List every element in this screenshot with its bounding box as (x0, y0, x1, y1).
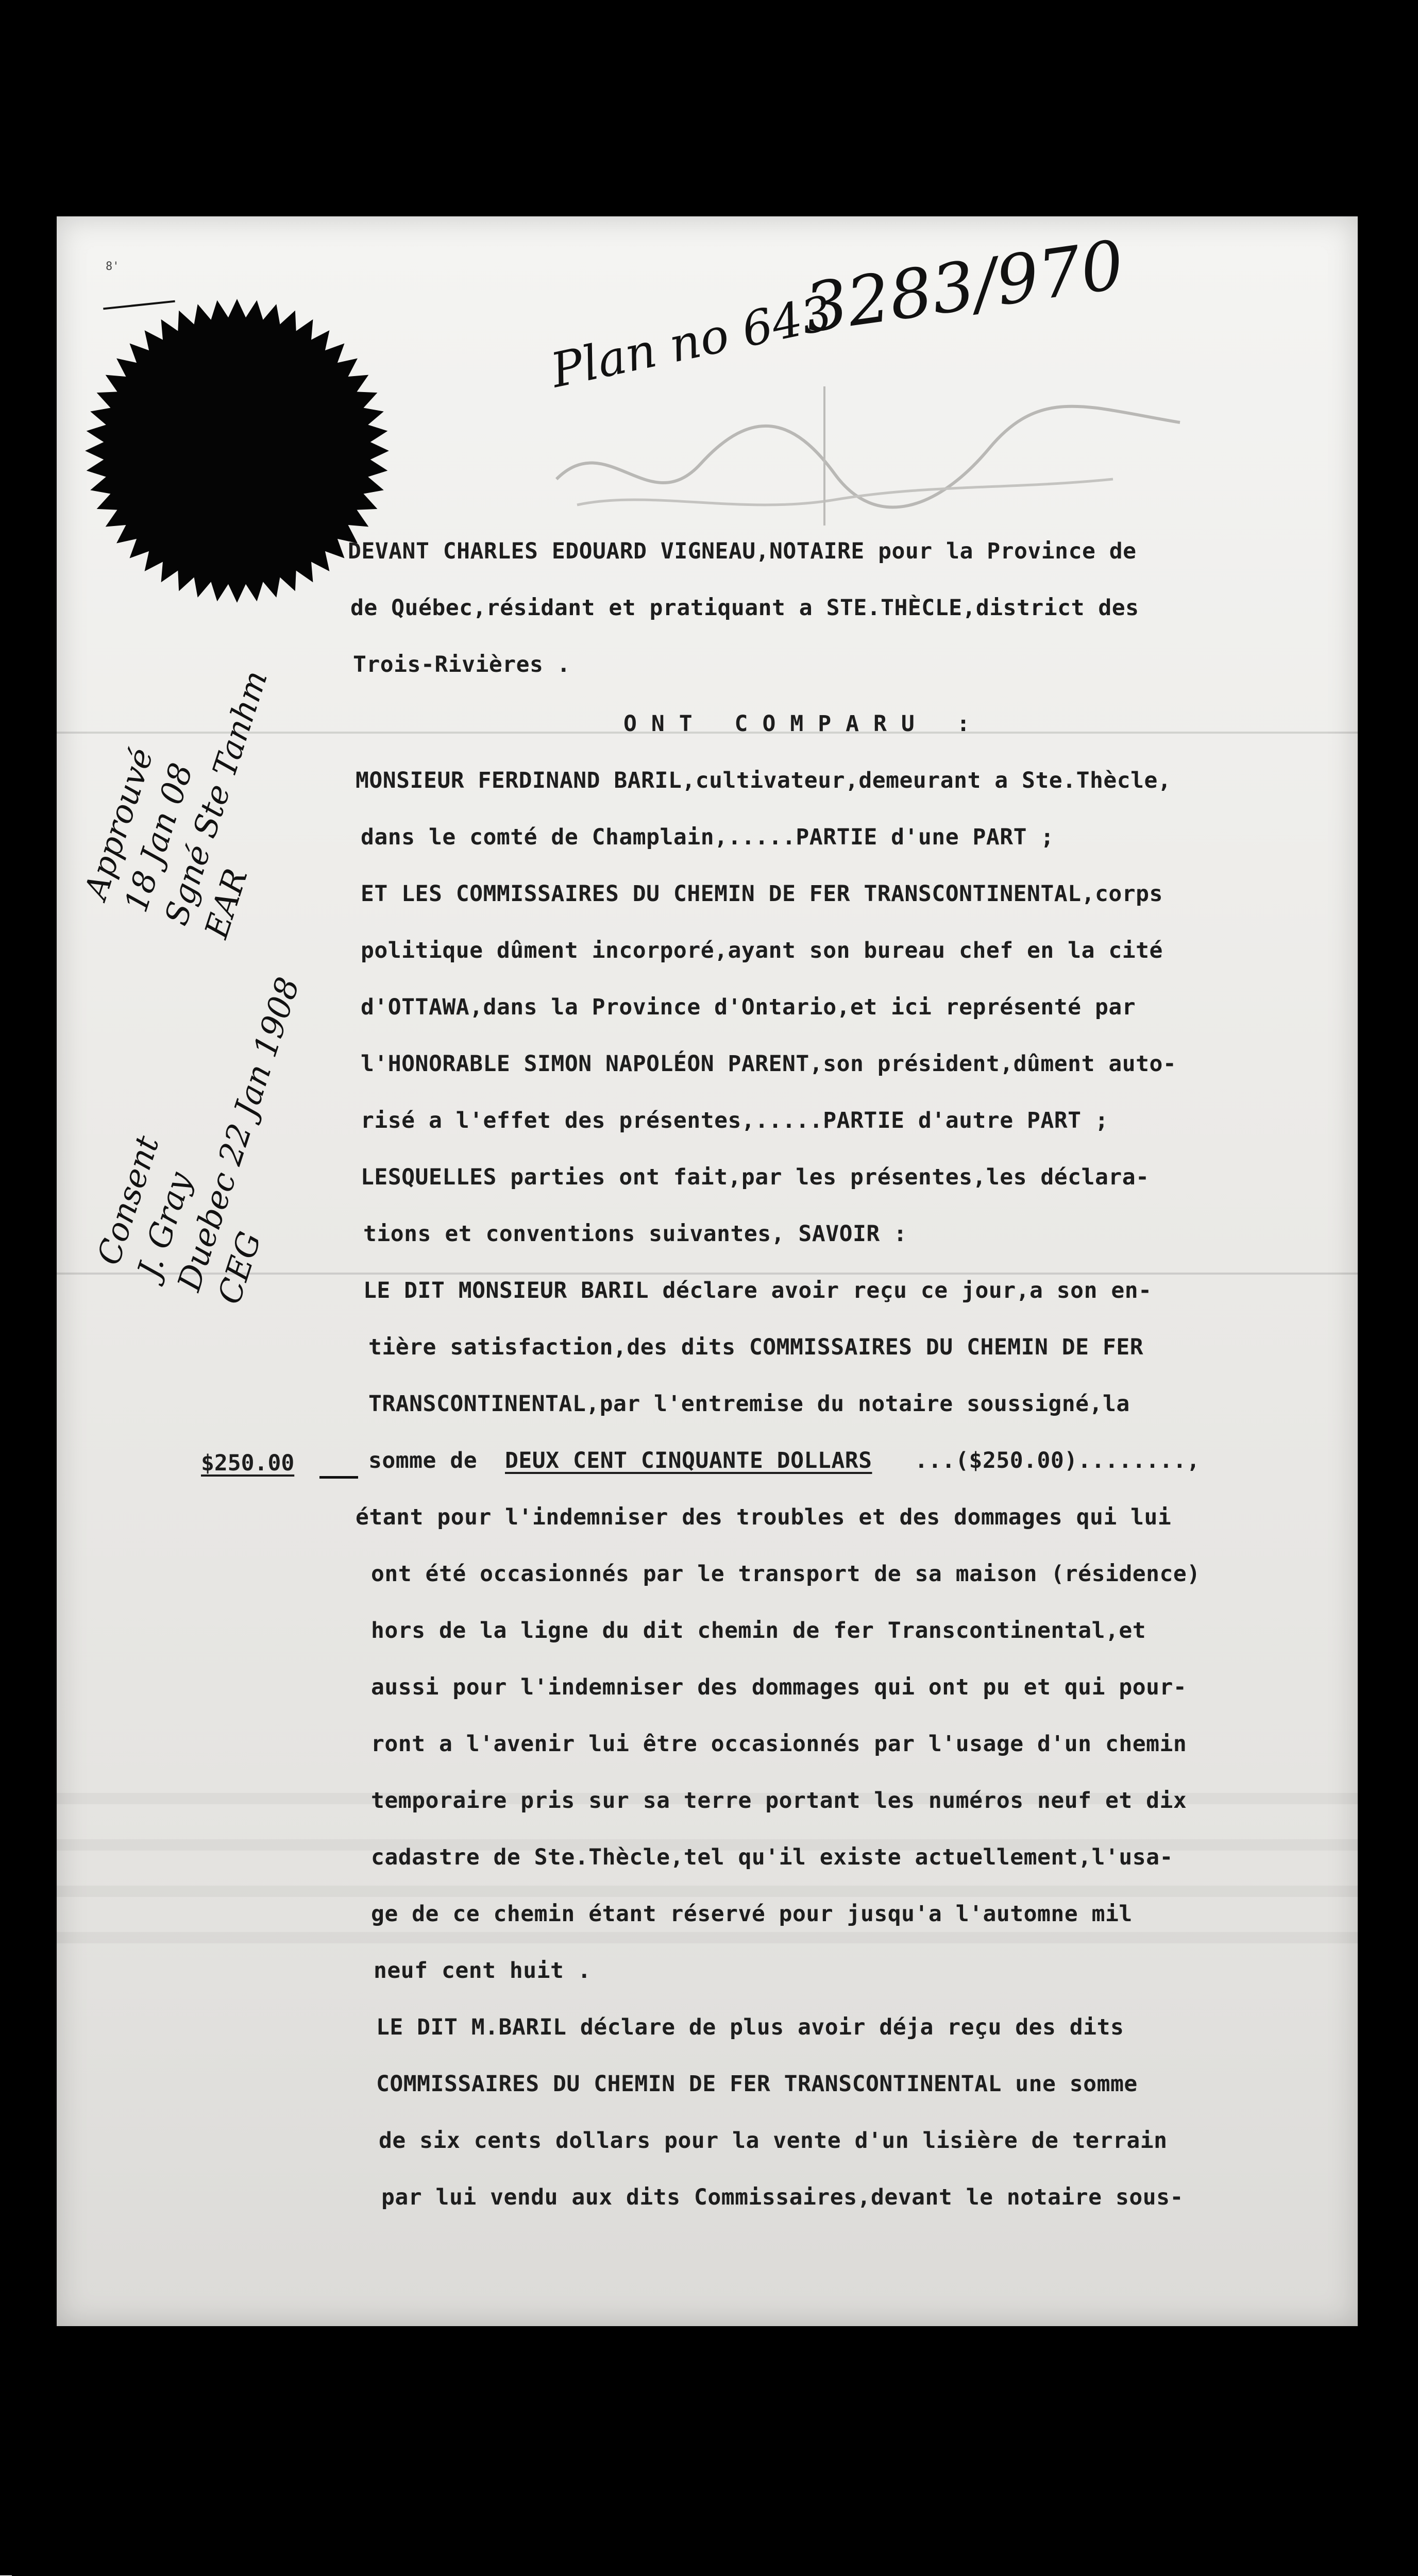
text-line: somme de (368, 1448, 478, 1473)
text-line: dans le comté de Champlain,.....PARTIE d'une PART ; (361, 824, 1054, 850)
text-line: étant pour l'indemniser des troubles et des dommages qui lui (356, 1504, 1172, 1530)
text-line: cadastre de Ste.Thècle,tel qu'il existe actuellement,l'usa- (371, 1844, 1173, 1870)
text-line: LE DIT M.BARIL déclare de plus avoir déja reçu des dits (376, 2014, 1124, 2040)
scan-band (57, 1886, 1358, 1897)
text-line: politique dûment incorporé,ayant son bureau chef en la cité (361, 938, 1163, 963)
text-line: d'OTTAWA,dans la Province d'Ontario,et ici représenté par (361, 994, 1136, 1020)
text-line: COMMISSAIRES DU CHEMIN DE FER TRANSCONTINENTAL une somme (376, 2071, 1138, 2097)
scan-band (57, 1932, 1358, 1943)
amount-rule (319, 1476, 358, 1479)
text-line: LE DIT MONSIEUR BARIL déclare avoir reçu ce jour,a son en- (363, 1278, 1152, 1303)
text-line: hors de la ligne du dit chemin de fer Transcontinental,et (371, 1618, 1146, 1643)
text-line: tions et conventions suivantes, SAVOIR : (363, 1221, 907, 1247)
amount-figures: ...($250.00)........, (915, 1448, 1201, 1473)
text-line: temporaire pris sur sa terre portant les numéros neuf et dix (371, 1788, 1187, 1814)
faded-signature (546, 386, 1190, 531)
document-page (57, 216, 1358, 2326)
plan-number-handwritten: Plan no 643 (546, 285, 837, 399)
text-line: aussi pour l'indemniser des dommages qui ont pu et qui pour- (371, 1674, 1187, 1700)
margin-approval-note: Approuvé 18 Jan 08 Sgné Ste Tanhm EAR (76, 666, 275, 943)
text-line: ge de ce chemin étant réservé pour jusqu'a l'automne mil (371, 1901, 1133, 1927)
text-line: TRANSCONTINENTAL,par l'entremise du notaire soussigné,la (368, 1391, 1130, 1417)
notary-seal-icon (80, 294, 394, 608)
amount-words: DEUX CENT CINQUANTE DOLLARS (505, 1448, 872, 1473)
text-line: ront a l'avenir lui être occasionnés par l'usage d'un chemin (371, 1731, 1187, 1757)
text-line: LESQUELLES parties ont fait,par les présentes,les déclara- (361, 1164, 1150, 1190)
text-line: de Québec,résidant et pratiquant a STE.THÈCLE,district des (350, 595, 1139, 621)
text-line: neuf cent huit . (374, 1958, 592, 1984)
margin-amount: $250.00 (201, 1450, 295, 1476)
text-line: par lui vendu aux dits Commissaires,devant le notaire sous- (381, 2184, 1184, 2210)
text-line: ET LES COMMISSAIRES DU CHEMIN DE FER TRANSCONTINENTAL,corps (361, 881, 1163, 907)
text-line: Trois-Rivières . (353, 652, 571, 677)
text-line: tière satisfaction,des dits COMMISSAIRES DU CHEMIN DE FER (368, 1334, 1144, 1360)
text-line: DEVANT CHARLES EDOUARD VIGNEAU,NOTAIRE pour la Province de (348, 538, 1137, 564)
file-number-handwritten: 3283/970 (800, 225, 1129, 348)
corner-mark: 8' (106, 260, 120, 273)
text-line: risé a l'effet des présentes,.....PARTIE d'autre PART ; (361, 1108, 1109, 1133)
margin-consent-note: Consent J. Gray Duebec 22 Jan 1908 CEG (89, 972, 307, 1309)
text-line: l'HONORABLE SIMON NAPOLÉON PARENT,son président,dûment auto- (361, 1051, 1177, 1077)
section-heading: ONT COMPARU : (623, 711, 985, 737)
text-line: MONSIEUR FERDINAND BARIL,cultivateur,demeurant a Ste.Thècle, (356, 768, 1172, 793)
text-line: ont été occasionnés par le transport de sa maison (résidence) (371, 1561, 1201, 1587)
text-line: de six cents dollars pour la vente d'un lisière de terrain (379, 2128, 1168, 2154)
